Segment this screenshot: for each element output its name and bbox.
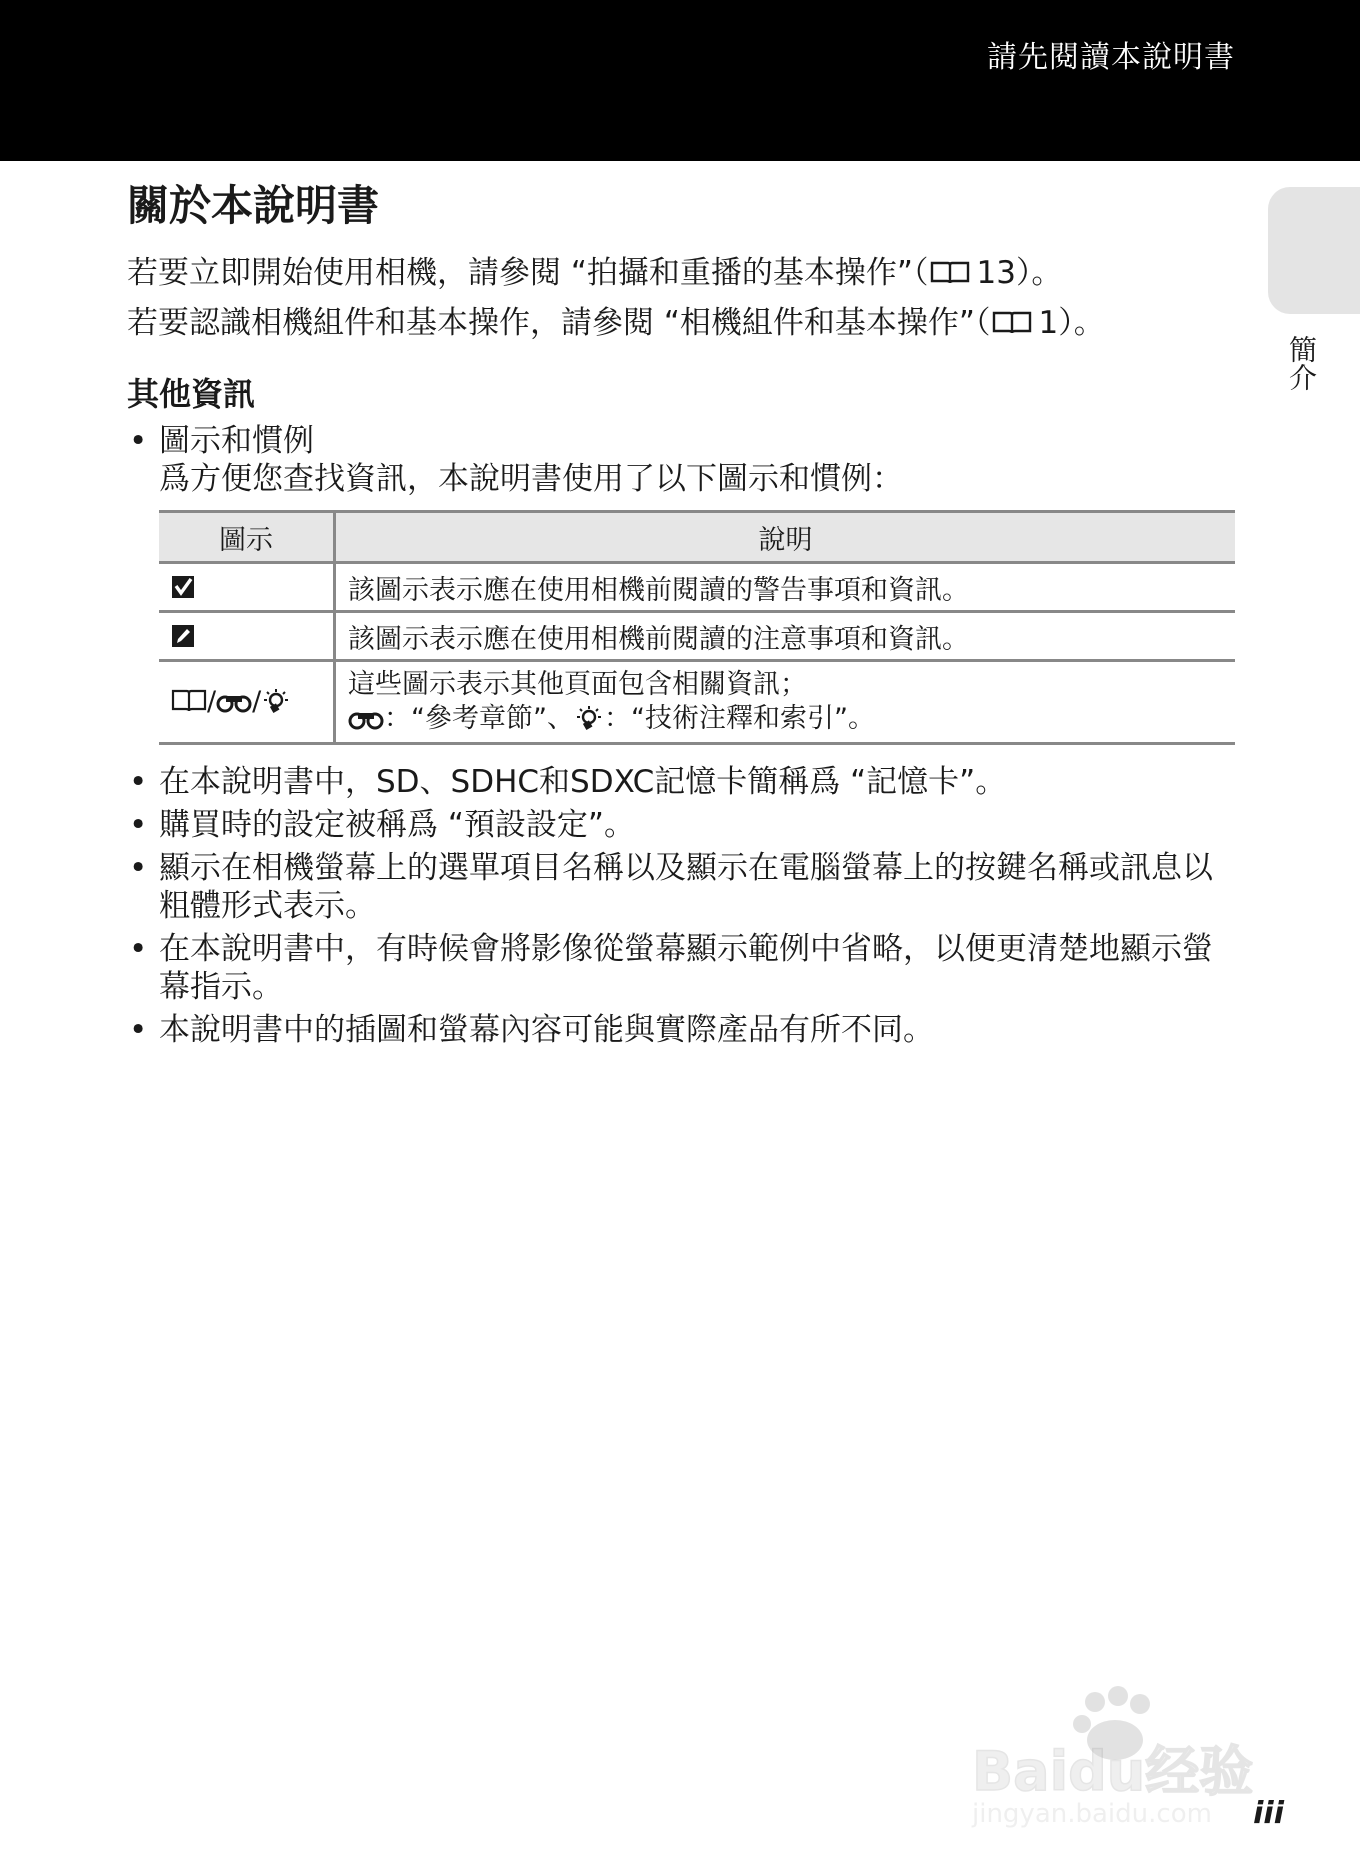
binoculars-icon xyxy=(216,688,252,714)
section-title: 關於本說明書 xyxy=(127,181,380,230)
book-reference-icon xyxy=(930,261,970,285)
header-title: 請先閱讀本說明書 xyxy=(987,40,1235,75)
book-reference-icon xyxy=(992,311,1032,335)
notes-list xyxy=(127,763,1237,1049)
watermark-logo xyxy=(960,1680,1280,1830)
lightbulb-tip-icon xyxy=(574,705,604,731)
side-tab-label: 簡介 xyxy=(1285,335,1318,391)
table-cell-desc: 該圖示表示應在使用相機前閱讀的警告事項和資訊。 xyxy=(335,563,1236,612)
table-cell-icon xyxy=(159,563,335,612)
intro-line-1: 若要立即開始使用相機，請參閱 “拍攝和重播的基本操作”（ 13）。 xyxy=(127,255,1063,291)
table-cell-icon: / / xyxy=(159,661,335,744)
icons-heading: • 圖示和慣例 xyxy=(159,423,314,459)
table-cell-desc: 該圖示表示應在使用相機前閱讀的注意事項和資訊。 xyxy=(335,612,1236,661)
table-header-icon: 圖示 xyxy=(159,512,335,563)
bullet-list xyxy=(127,422,1237,498)
table-header-row xyxy=(159,512,1235,563)
list-item: • 本說明書中的插圖和螢幕內容可能與實際產品有所不同。 xyxy=(127,1011,1237,1049)
table-cell-icon xyxy=(159,612,335,661)
table-header-desc: 說明 xyxy=(335,512,1236,563)
table-cell-desc: 這些圖示表示其他頁面包含相關資訊； ：“參考章節”、 ：“技術注釋和索引”。 xyxy=(335,661,1236,744)
list-item: • 顯示在相機螢幕上的選單項目名稱以及顯示在電腦螢幕上的按鍵名稱或訊息以粗體形式表示。 xyxy=(127,849,1237,925)
svg-text:Baidu经验: Baidu经验 xyxy=(972,1740,1254,1803)
side-tab[interactable] xyxy=(1268,187,1360,314)
other-info-title: 其他資訊 xyxy=(127,375,256,413)
table-row xyxy=(159,612,1235,661)
lightbulb-tip-icon xyxy=(261,688,291,714)
intro-line-2: 若要認識相機組件和基本操作，請參閱 “相機組件和基本操作”（ 1）。 xyxy=(127,305,1105,341)
list-item xyxy=(127,422,1237,498)
main-content xyxy=(127,178,1237,1054)
check-box-icon xyxy=(171,575,195,599)
list-item: • 在本說明書中，SD、SDHC和SDXC記憶卡簡稱爲 “記憶卡”。 xyxy=(127,763,1237,801)
page-number: iii xyxy=(1253,1796,1284,1831)
icons-table xyxy=(159,510,1235,745)
svg-text:jingyan.baidu.com: jingyan.baidu.com xyxy=(972,1799,1212,1829)
table-row xyxy=(159,661,1235,744)
table-row xyxy=(159,563,1235,612)
list-item: • 購買時的設定被稱爲 “預設設定”。 xyxy=(127,806,1237,844)
book-reference-icon xyxy=(171,688,207,714)
pencil-icon xyxy=(171,624,195,648)
header-bar xyxy=(0,0,1360,161)
icons-description: 爲方便您查找資訊，本說明書使用了以下圖示和慣例： xyxy=(159,461,903,497)
list-item: • 在本說明書中，有時候會將影像從螢幕顯示範例中省略，以便更清楚地顯示螢幕指示。 xyxy=(127,930,1237,1006)
binoculars-icon xyxy=(348,705,384,731)
